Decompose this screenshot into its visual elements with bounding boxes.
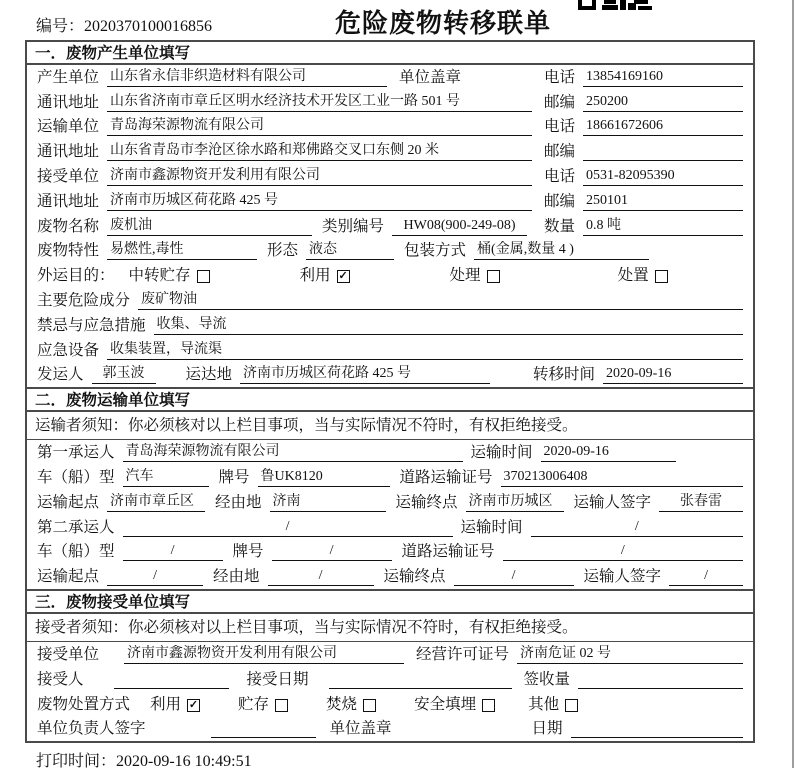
field-value: 汽车 bbox=[123, 468, 209, 487]
field-value: 0.8 吨 bbox=[583, 217, 743, 236]
checkbox-unchecked-icon bbox=[487, 270, 500, 283]
form-row bbox=[27, 642, 753, 667]
field-label: 处置 bbox=[617, 267, 649, 285]
field-label: 通讯地址 bbox=[37, 192, 100, 210]
form-row bbox=[27, 239, 753, 264]
form-row bbox=[27, 717, 753, 742]
checkbox-unchecked-icon bbox=[655, 270, 668, 283]
print-time-label: 打印时间： bbox=[36, 753, 117, 768]
field-label: 运输人签字 bbox=[573, 493, 652, 511]
field-label: 经由地 bbox=[213, 568, 260, 586]
field-label: 接受单位 bbox=[37, 645, 100, 663]
field-value: 青岛海荣源物流有限公司 bbox=[123, 443, 463, 462]
field-value: 济南市历城区 bbox=[466, 493, 564, 512]
section-title: 二．废物运输单位填写 bbox=[27, 389, 753, 412]
field-label: 牌号 bbox=[218, 468, 250, 486]
field-label: 处理 bbox=[449, 267, 481, 285]
field-value: 2020-09-16 bbox=[603, 365, 743, 384]
field-label: 邮编 bbox=[543, 143, 575, 161]
field-value: 济南市鑫源物资开发利用有限公司 bbox=[107, 167, 532, 186]
field-value bbox=[211, 720, 316, 738]
checkbox-unchecked-icon bbox=[565, 699, 578, 712]
field-label: 贮存 bbox=[238, 695, 270, 713]
field-value: / bbox=[503, 542, 743, 561]
field-value: / bbox=[454, 567, 574, 586]
field-label: 电话 bbox=[543, 118, 575, 136]
field-value: / bbox=[107, 567, 203, 586]
field-label: 单位负责人签字 bbox=[37, 720, 146, 738]
field-value: / bbox=[123, 518, 453, 537]
field-label: 利用 bbox=[299, 267, 331, 285]
form-row bbox=[27, 214, 753, 239]
field-label: 发运人 bbox=[37, 366, 84, 384]
page-edge-line bbox=[792, 0, 794, 768]
field-value: 13854169160 bbox=[583, 68, 743, 87]
field-value: 收集装置，导流渠 bbox=[107, 341, 743, 360]
field-label: 第二承运人 bbox=[37, 518, 115, 536]
field-value: 山东省济南市章丘区明水经济技术开发区工业一路 501 号 bbox=[107, 93, 532, 112]
form-section-2 bbox=[27, 389, 753, 591]
field-value: 18661672606 bbox=[583, 117, 743, 136]
section-note: 接受者须知：你必须核对以上栏目事项，当与实际情况不符时，有权拒绝接受。 bbox=[27, 614, 753, 642]
manifest-form bbox=[25, 40, 755, 743]
field-label: 运输时间 bbox=[470, 444, 533, 462]
field-value: 桶(金属,数量 4 ) bbox=[474, 241, 649, 260]
form-section-3 bbox=[27, 591, 753, 741]
form-row bbox=[27, 540, 753, 565]
field-label: 电话 bbox=[543, 68, 575, 86]
field-label: 运输终点 bbox=[395, 493, 458, 511]
serial-label: 编号： bbox=[36, 18, 85, 35]
field-label: 其他 bbox=[528, 695, 560, 713]
field-label: 经营许可证号 bbox=[416, 645, 510, 663]
field-value: 济南市历城区荷花路 425 号 bbox=[107, 192, 532, 211]
form-row bbox=[27, 313, 753, 338]
field-value: 易燃性,毒性 bbox=[107, 241, 257, 260]
field-value: 废矿物油 bbox=[138, 291, 743, 310]
form-row bbox=[27, 139, 753, 164]
field-label: 接受人 bbox=[37, 670, 84, 688]
qr-code-partial bbox=[578, 0, 652, 10]
field-label: 废物特性 bbox=[37, 242, 100, 260]
field-value: 山东省永信非织造材料有限公司 bbox=[107, 68, 387, 87]
field-label: 通讯地址 bbox=[37, 143, 100, 161]
field-value: 济南市章丘区 bbox=[107, 493, 205, 512]
field-label: 包装方式 bbox=[404, 242, 467, 260]
form-row bbox=[27, 363, 753, 388]
form-row bbox=[27, 115, 753, 140]
field-value: 250101 bbox=[583, 192, 743, 211]
field-value: 2020-09-16 bbox=[541, 443, 676, 462]
checkbox-unchecked-icon bbox=[363, 699, 376, 712]
field-value: HW08(900-249-08) bbox=[392, 217, 527, 236]
field-label: 数量 bbox=[543, 217, 575, 235]
form-row bbox=[27, 465, 753, 490]
field-value bbox=[571, 720, 743, 738]
field-label: 转移时间 bbox=[532, 366, 595, 384]
field-value bbox=[583, 143, 743, 161]
field-value bbox=[329, 671, 512, 689]
field-value: / bbox=[272, 542, 392, 561]
field-label: 运输终点 bbox=[383, 568, 446, 586]
field-label: 运输单位 bbox=[37, 118, 100, 136]
field-label: 车（船）型 bbox=[37, 468, 115, 486]
field-value: 收集、导流 bbox=[154, 316, 743, 335]
field-label: 电话 bbox=[543, 167, 575, 185]
field-label: 车（船）型 bbox=[37, 543, 115, 561]
field-label: 运输起点 bbox=[37, 493, 100, 511]
section-title: 一．废物产生单位填写 bbox=[27, 42, 753, 65]
section-note: 运输者须知：你必须核对以上栏目事项，当与实际情况不符时，有权拒绝接受。 bbox=[27, 412, 753, 440]
field-label: 废物处置方式 bbox=[37, 695, 131, 713]
field-label: 运输时间 bbox=[460, 518, 523, 536]
form-row bbox=[27, 90, 753, 115]
field-value: 济南市鑫源物资开发利用有限公司 bbox=[124, 645, 404, 664]
field-label: 道路运输证号 bbox=[399, 468, 493, 486]
field-label: 类别编号 bbox=[322, 217, 385, 235]
field-label: 经由地 bbox=[215, 493, 262, 511]
field-label: 签收量 bbox=[523, 670, 571, 688]
field-label: 应急设备 bbox=[37, 341, 100, 359]
print-time-value: 2020-09-16 10:49:51 bbox=[116, 753, 252, 768]
document-title: 危险废物转移联单 bbox=[334, 9, 551, 38]
field-value: 山东省青岛市李沧区徐水路和郑佛路交叉口东侧 20 米 bbox=[107, 142, 532, 161]
form-section-1 bbox=[27, 42, 753, 389]
field-label: 焚烧 bbox=[326, 695, 358, 713]
field-label: 运达地 bbox=[185, 366, 233, 384]
form-row bbox=[27, 189, 753, 214]
form-row bbox=[27, 692, 753, 717]
field-value: 郭玉波 bbox=[92, 365, 156, 384]
form-row bbox=[27, 564, 753, 589]
field-label: 邮编 bbox=[543, 93, 575, 111]
field-label: 单位盖章 bbox=[329, 720, 392, 738]
checkbox-unchecked-icon bbox=[197, 270, 210, 283]
form-row bbox=[27, 515, 753, 540]
form-row bbox=[27, 164, 753, 189]
field-label: 形态 bbox=[267, 242, 299, 260]
field-label: 中转贮存 bbox=[128, 267, 191, 285]
field-label: 外运目的： bbox=[37, 267, 115, 285]
field-value bbox=[114, 671, 229, 689]
field-value: 液态 bbox=[306, 241, 394, 260]
serial-number: 2020370100016856 bbox=[84, 18, 213, 35]
field-label: 禁忌与应急措施 bbox=[37, 316, 146, 334]
form-row bbox=[27, 667, 753, 692]
field-label: 安全填埋 bbox=[414, 695, 477, 713]
checkbox-unchecked-icon bbox=[482, 699, 495, 712]
checkbox-checked-icon: ✓ bbox=[188, 698, 199, 711]
checkbox-checked-icon: ✓ bbox=[338, 270, 348, 283]
field-value: / bbox=[531, 518, 743, 537]
field-value: / bbox=[123, 542, 223, 561]
field-label: 日期 bbox=[531, 720, 563, 738]
section-title: 三．废物接受单位填写 bbox=[27, 591, 753, 614]
field-value: 鲁UK8120 bbox=[258, 468, 390, 487]
field-label: 运输起点 bbox=[37, 568, 100, 586]
field-label: 产生单位 bbox=[37, 68, 100, 86]
field-value: 370213006408 bbox=[501, 468, 743, 487]
form-row bbox=[27, 263, 753, 288]
checkbox-unchecked-icon bbox=[275, 699, 288, 712]
field-value: 250200 bbox=[583, 93, 743, 112]
form-row bbox=[27, 65, 753, 90]
field-value: 0531-82095390 bbox=[583, 167, 743, 186]
field-value: 张春雷 bbox=[659, 493, 743, 512]
field-label: 接受单位 bbox=[37, 167, 100, 185]
field-label: 邮编 bbox=[543, 192, 575, 210]
form-row bbox=[27, 490, 753, 515]
field-label: 第一承运人 bbox=[37, 444, 115, 462]
field-label: 利用 bbox=[150, 695, 182, 713]
field-label: 主要危险成分 bbox=[37, 291, 131, 309]
field-value: 济南危证 02 号 bbox=[517, 645, 743, 664]
field-label: 接受日期 bbox=[246, 670, 309, 688]
form-row bbox=[27, 288, 753, 313]
field-label: 废物名称 bbox=[37, 217, 100, 235]
field-value bbox=[578, 671, 743, 689]
form-row bbox=[27, 338, 753, 363]
field-label: 运输人签字 bbox=[583, 568, 662, 586]
field-label: 单位盖章 bbox=[399, 68, 462, 86]
field-label: 道路运输证号 bbox=[401, 543, 495, 561]
form-row bbox=[27, 440, 753, 465]
field-value: 济南 bbox=[270, 493, 386, 512]
field-value: / bbox=[669, 567, 743, 586]
print-time-line bbox=[36, 748, 252, 768]
field-label: 通讯地址 bbox=[37, 93, 100, 111]
field-label: 牌号 bbox=[232, 543, 264, 561]
field-value: / bbox=[268, 567, 374, 586]
field-value: 废机油 bbox=[107, 217, 312, 236]
field-value: 济南市历城区荷花路 425 号 bbox=[240, 365, 490, 384]
field-value: 青岛海荣源物流有限公司 bbox=[107, 117, 532, 136]
